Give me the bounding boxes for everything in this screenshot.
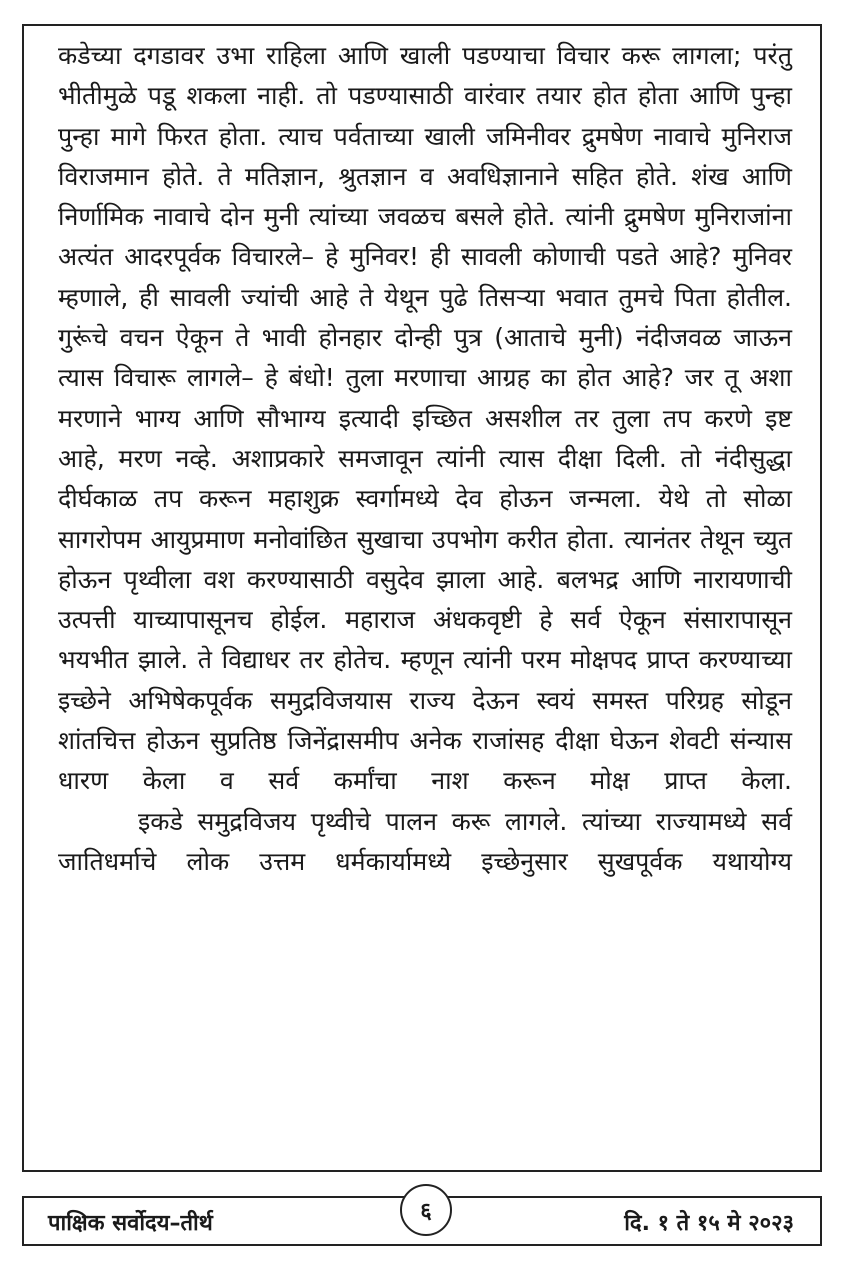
text-frame [22,24,822,1172]
paragraph-1: कडेच्या दगडावर उभा राहिला आणि खाली पडण्याचा विचार करू लागला; परंतु भीतीमुळे पडू शकला नाही. तो पडण्यासाठी वारंवार तयार होत होता आणि पुन्हा पुन्हा मागे फिरत होता. त्याच पर्वताच्या खाली जमिनीवर द्रुमषेण नावाचे मुनिराज विराजमान होते. ते मतिज्ञान, श्रुतज्ञान व अवधिज्ञानाने सहित होते. शंख आणि निर्णामिक नावाचे दोन मुनी त्यांच्या जवळच बसले होते. त्यांनी द्रुमषेण मुनिराजांना अत्यंत आदरपूर्वक विचारले– हे मुनिवर! ही सावली कोणाची पडते आहे? मुनिवर म्हणाले, ही सावली ज्यांची आहे ते येथून पुढे तिसऱ्या भवात तुमचे पिता होतील. गुरूंचे वचन ऐकून ते भावी होनहार दोन्ही पुत्र (आताचे मुनी) नंदीजवळ जाऊन त्यास विचारू लागले– हे बंधो! तुला मरणाचा आग्रह का होत आहे? जर तू अशा मरणाने भाग्य आणि सौभाग्य इत्यादी इच्छित असशील तर तुला तप करणे इष्ट आहे, मरण नव्हे. अशाप्रकारे समजावून त्यांनी त्यास दीक्षा दिली. तो नंदीसुद्धा दीर्घकाळ तप करून महाशुक्र स्वर्गामध्ये देव होऊन जन्मला. येथे तो सोळा सागरोपम आयुप्रमाण मनोवांछित सुखाचा उपभोग करीत होता. त्यानंतर तेथून च्युत होऊन पृथ्वीला वश करण्यासाठी वसुदेव झाला आहे. बलभद्र आणि नारायणाची उत्पत्ती याच्यापासूनच होईल. महाराज अंधकवृष्टी हे सर्व ऐकून संसारापासून भयभीत झाले. ते विद्याधर तर होतेच. म्हणून त्यांनी परम मोक्षपद प्राप्त करण्याच्या इच्छेने अभिषेकपूर्वक समुद्रविजयास राज्य देऊन स्वयं समस्त परिग्रह सोडून शांतचित्त होऊन सुप्रतिष्ठ जिनेंद्रासमीप अनेक राजांसह दीक्षा घेऊन शेवटी संन्यास धारण केला व सर्व कर्मांचा नाश करून मोक्ष प्राप्त केला. [58,41,792,796]
issue-date: दि. १ ते १५ मे २०२३ [624,1211,794,1236]
paragraph-2: इकडे समुद्रविजय पृथ्वीचे पालन करू लागले. त्यांच्या राज्यामध्ये सर्व जातिधर्माचे लोक उत्तम धर्मकार्यामध्ये इच्छेनुसार सुखपूर्वक यथायोग्य [58,806,792,876]
page-number-badge [400,1184,452,1236]
publication-name: पाक्षिक सर्वोदय–तीर्थ [48,1211,213,1236]
page-number: ६ [420,1199,432,1224]
page-footer [22,1196,822,1246]
